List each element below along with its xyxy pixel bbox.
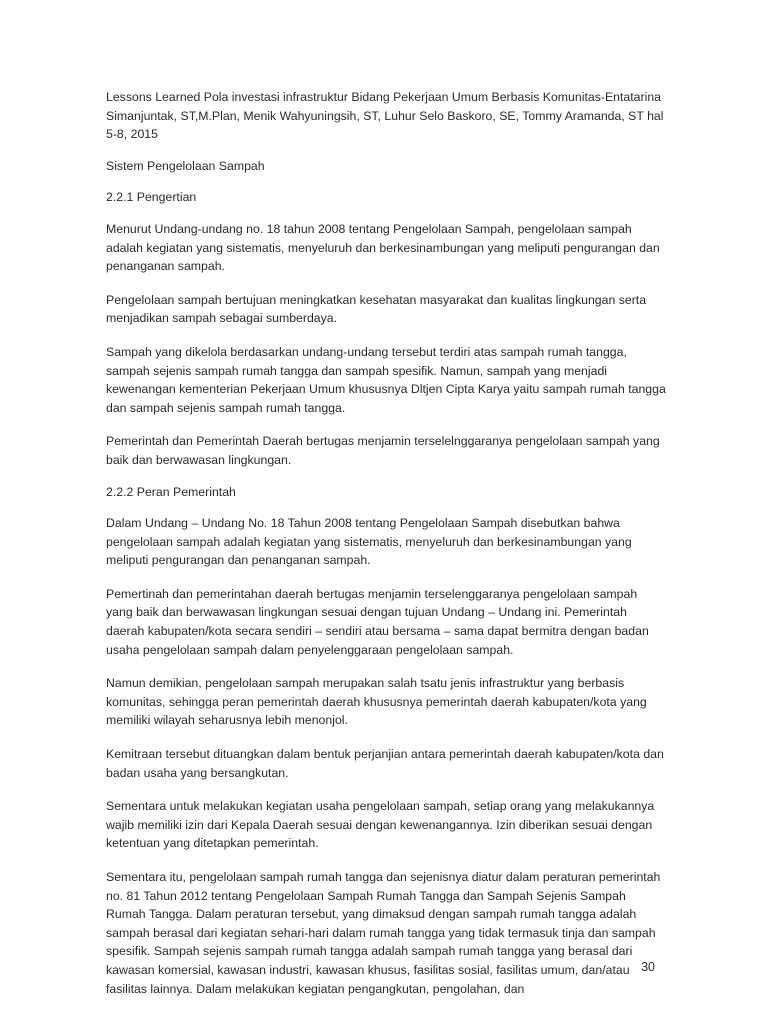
page-number: 30 [641, 960, 655, 974]
paragraph: Pemerintah dan Pemerintah Daerah bertugas menjamin terselelnggaranya pengelolaan sampah yang baik dan berwawasan lingkungan. [106, 434, 660, 467]
section-title: Sistem Pengelolaan Sampah [106, 158, 265, 173]
citation-text: Lessons Learned Pola investasi infrastruktur Bidang Pekerjaan Umum Berbasis Komunitas-Entatarina Simanjuntak, ST,M.Plan, Menik Wahyuningsih, ST, Luhur Selo Baskoro, SE, Tommy Aramanda, ST hal 5-8, 2015 [106, 90, 664, 142]
paragraph: Namun demikian, pengelolaan sampah merupakan salah tsatu jenis infrastruktur yang berbasis komunitas, sehingga peran pemerintah daerah khususnya pemerintah daerah kabupaten/kota yang memiliki wilayah seharusnya lebih menonjol. [106, 676, 647, 728]
heading-peran-pemerintah: 2.2.2 Peran Pemerintah [106, 484, 236, 499]
paragraph: Menurut Undang-undang no. 18 tahun 2008 tentang Pengelolaan Sampah, pengelolaan sampah adalah kegiatan yang sistematis, menyeluruh dan berkesinambungan yang meliputi pengurangan dan penanganan sampah. [106, 221, 660, 274]
paragraph: Pemertinah dan pemerintahan daerah bertugas menjamin terselenggaranya pengelolaan sampah yang baik dan berwawasan lingkungan sesuai dengan tujuan Undang – Undang ini. Pemerintah daerah kabupaten/kota secara sendiri – sendiri atau bersama – sama dapat bermitra dengan badan usaha pengelolaan sampah dalam penyelenggaraan pengelolaan sampah. [106, 586, 649, 657]
paragraph: Sementara untuk melakukan kegiatan usaha pengelolaan sampah, setiap orang yang melakukannya wajib memiliki izin dari Kepala Daerah sesuai dengan kewenangannya. Izin diberikan sesuai dengan ketentuan yang ditetapkan pemerintah. [106, 799, 655, 851]
document-page [106, 88, 666, 1013]
paragraph: Kemitraan tersebut dituangkan dalam bentuk perjanjian antara pemerintah daerah kabupaten/kota dan badan usaha yang bersangkutan. [106, 747, 664, 780]
heading-pengertian: 2.2.1 Pengertian [106, 190, 197, 205]
paragraph: Sampah yang dikelola berdasarkan undang-undang tersebut terdiri atas sampah rumah tangga, sampah sejenis sampah rumah tangga dan sampah spesifik. Namun, sampah yang menjadi kewenangan kementerian Pekerjaan Umum khususnya Dltjen Cipta Karya yaitu sampah rumah tangga dan sampah sejenis sampah rumah tangga. [106, 344, 666, 415]
paragraph: Pengelolaan sampah bertujuan meningkatkan kesehatan masyarakat dan kualitas lingkungan serta menjadikan sampah sebagai sumberdaya. [106, 292, 647, 326]
paragraph: Dalam Undang – Undang No. 18 Tahun 2008 tentang Pengelolaan Sampah disebutkan bahwa pengelolaan sampah adalah kegiatan yang sistematis, menyeluruh dan berkesinambungan yang meliputi pengurangan dan penanganan sampah. [106, 516, 632, 568]
paragraph: Sementara itu, pengelolaan sampah rumah tangga dan sejenisnya diatur dalam peraturan pemerintah no. 81 Tahun 2012 tentang Pengelolaan Sampah Rumah Tangga dan Sampah Sejenis Sampah Rumah Tangga. Dalam peraturan tersebut, yang dimaksud dengan sampah rumah tangga adalah sampah berasal dari kegiatan sehari-hari dalam rumah tangga yang tidak termasuk tinja dan sampah spesifik. Sampah sejenis sampah rumah tangga adalah sampah rumah tangga yang berasal dari kawasan komersial, kawasan industri, kawasan khusus, fasilitas sosial, fasilitas umum, dan/atau fasilitas lainnya. Dalam melakukan kegiatan pengangkutan, pengolahan, dan [106, 870, 661, 996]
